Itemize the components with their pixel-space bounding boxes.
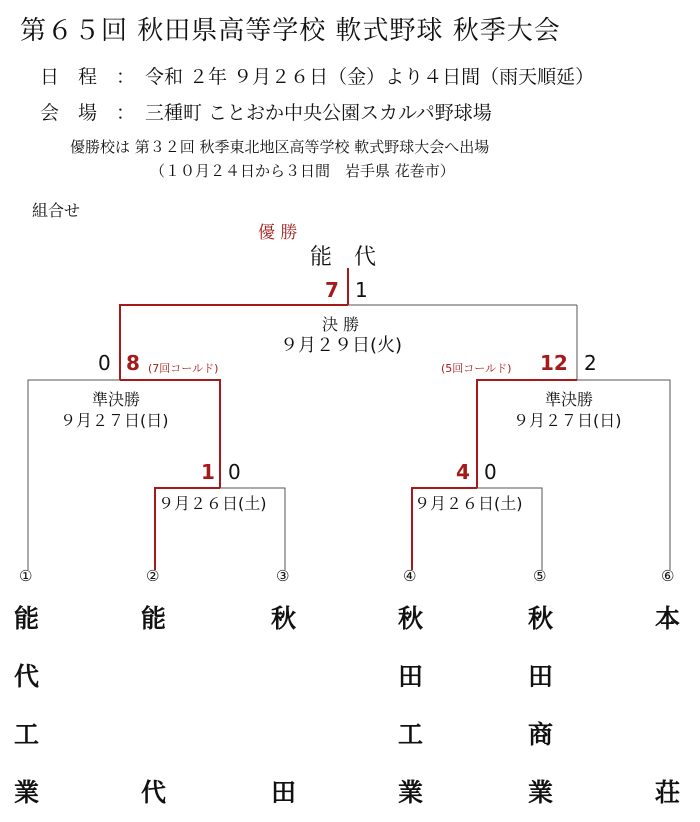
team-name-char: 工 [14, 720, 40, 749]
first-left-score-loser: 0 [228, 460, 241, 484]
schedule-value: 令和 ２年 ９月２６日（金）より４日間（雨天順延） [145, 66, 595, 88]
team-name-char: 工 [398, 720, 424, 749]
team-name-char: 本 [655, 604, 681, 633]
team-number-1: ① [19, 567, 33, 585]
team-name-char [655, 648, 680, 706]
team-name-char: 代 [141, 778, 167, 807]
first-left-date: ９月２６日(土) [158, 494, 267, 513]
first-right-score-loser: 0 [484, 460, 497, 484]
team-number-5: ⑤ [533, 567, 547, 585]
team-name-5 [528, 590, 553, 822]
first-right-score-winner: 4 [456, 460, 470, 484]
qualification-note-detail: （１０月２４日から３日間 岩手県 花巻市） [150, 162, 455, 180]
team-name-char: 能 [141, 604, 167, 633]
team-name-char: 業 [398, 778, 424, 807]
team-name-1 [14, 590, 39, 822]
semi-left-score-winner: 8 [126, 351, 140, 375]
final-label: 決 勝 [322, 315, 360, 334]
schedule-label: 日 程 ： [40, 66, 136, 88]
team-name-char: 田 [398, 662, 424, 691]
semi-right-score-loser: 2 [584, 351, 597, 375]
team-name-char: 秋 [528, 604, 554, 633]
semi-right-label: 準決勝 [545, 390, 594, 409]
bracket-section-label: 組合せ [32, 201, 81, 220]
team-number-2: ② [146, 567, 160, 585]
team-name-char [141, 648, 166, 706]
team-number-3: ③ [276, 567, 290, 585]
team-name-char [141, 706, 166, 764]
semi-left-note: (7回コールド) [148, 362, 219, 375]
team-name-char: 商 [528, 720, 554, 749]
first-left-score-winner: 1 [201, 460, 215, 484]
team-name-char: 田 [271, 778, 297, 807]
first-right-date: ９月２６日(土) [414, 494, 523, 513]
semi-left-score-loser: 0 [98, 351, 111, 375]
team-name-char: 荘 [655, 778, 681, 807]
semi-right-note: (5回コールド) [441, 362, 512, 375]
venue-value: 三種町 ことおか中央公園スカルパ野球場 [145, 102, 492, 124]
team-number-4: ④ [403, 567, 417, 585]
team-name-4 [398, 590, 423, 822]
final-score-winner: 7 [325, 278, 339, 302]
final-date: ９月２９日(火) [280, 335, 403, 356]
team-name-char: 田 [528, 662, 554, 691]
page-title: 第６５回 秋田県高等学校 軟式野球 秋季大会 [20, 16, 561, 46]
team-name-char: 秋 [271, 604, 297, 633]
team-name-char: 代 [14, 662, 40, 691]
team-name-2 [141, 590, 166, 822]
champion-label: 優 勝 [258, 223, 298, 243]
team-name-char: 業 [528, 778, 554, 807]
team-name-char: 業 [14, 778, 40, 807]
team-name-6 [655, 590, 680, 822]
qualification-note: 優勝校は 第３２回 秋季東北地区高等学校 軟式野球大会へ出場 [70, 138, 490, 156]
semi-right-score-winner: 12 [540, 351, 568, 375]
team-name-char [271, 706, 296, 764]
final-score-loser: 1 [355, 278, 368, 302]
semi-left-label: 準決勝 [92, 390, 141, 409]
champion-name: 能 代 [310, 245, 377, 270]
semi-left-date: ９月２７日(日) [60, 411, 169, 430]
team-name-char [271, 648, 296, 706]
team-name-char [655, 706, 680, 764]
team-name-char: 秋 [398, 604, 424, 633]
venue-label: 会 場 ： [40, 102, 136, 124]
team-name-3 [271, 590, 296, 822]
team-number-6: ⑥ [661, 567, 675, 585]
team-name-char: 能 [14, 604, 40, 633]
semi-right-date: ９月２７日(日) [513, 411, 622, 430]
